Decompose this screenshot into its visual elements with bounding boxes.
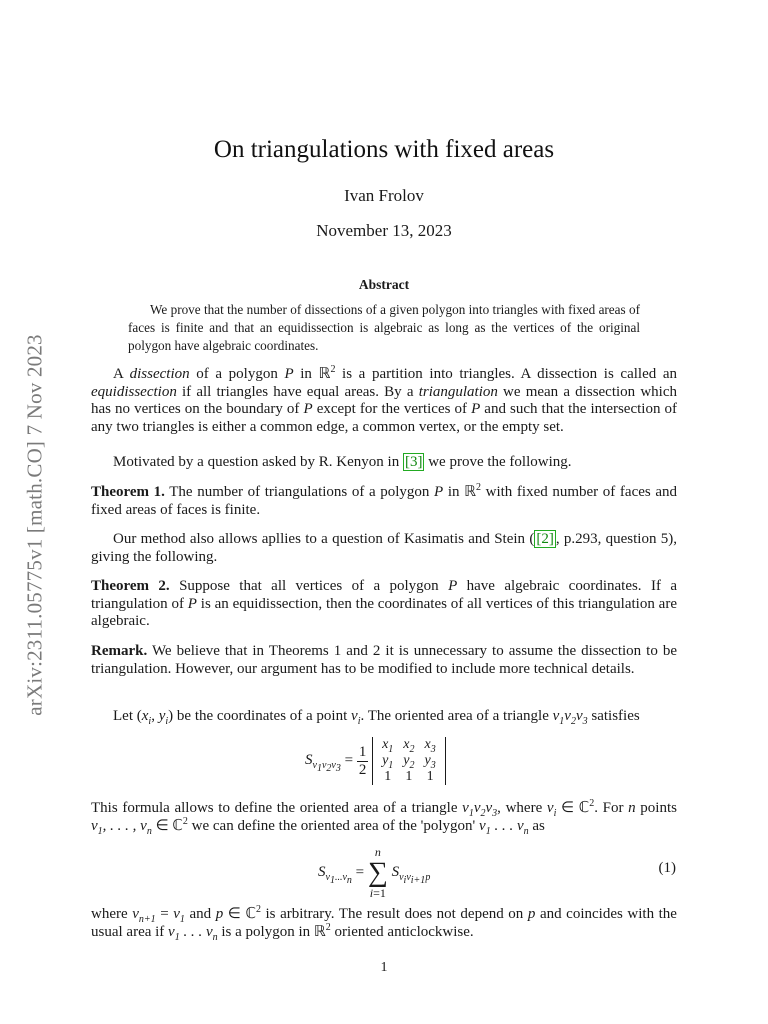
equation-number: (1)	[658, 860, 676, 876]
paragraph-polygon-area: This formula allows to define the oriented area of a triangle $v_1v_2v_3$, where $v_i$ ∈ ℂ$^2$. For n points $v_1$, . . . , $v_n$ ∈ ℂ$^2$ we can define the oriented area of the 'polygon' $v_1$ . . . $v_n$ as	[91, 798, 677, 837]
paragraph-remark-area: where $v_{n+1} = v_1$ and p ∈ ℂ$^2$ is arbitrary. The result does not depend on p and coincides with the usual area if $v_1$ . . . $v_n$ is a polygon in ℝ$^2$ oriented anticlockwise.	[91, 904, 677, 943]
theorem-1: Theorem 1. The number of triangulations of a polygon P in ℝ$^2$ with fixed number of faces and fixed areas of faces is finite.	[91, 482, 677, 518]
equation-determinant: $S_{v_1v_2v_3}$ = $\frac{1}{2}$ $x_1$ $x_2$ $x_3$ $y_1$ $y_2$ $y_3$ 1 1 1	[305, 737, 446, 785]
paragraph-method: Our method also allows apllies to a question of Kasimatis and Stein ( [2] , p.293, question 5), giving the following.	[91, 531, 678, 565]
paragraph-oriented-area: Let ($x_i$, $y_i$) be the coordinates of a point $v_i$. The oriented area of a triangle $v_1v_2v_3$ satisfies	[113, 708, 640, 727]
paragraph-definitions: A dissection of a polygon P in ℝ$^2$ is a partition into triangles. A dissection is called an equidissection if all triangles have equal areas. By a triangulation we mean a dissection which has no vertices on the boundary of P except for the vertices of P and such that the intersection of any two triangles is either a common edge, a common vertex, or the empty set.	[91, 364, 678, 435]
equation-sum: $S_{v_1...v_n} = n$ ∑ i=1 $S_{v_iv_{i+1}p}$	[318, 845, 431, 900]
theorem-2: Theorem 2. Suppose that all vertices of a polygon P have algebraic coordinates. If a triangulation of P is an equidissection, then the coordinates of all vertices of this triangulation are algebraic.	[91, 578, 677, 630]
paper-author: Ivan Frolov	[344, 186, 424, 205]
arxiv-identifier: arXiv:2311.05775v1 [math.CO] 7 Nov 2023	[22, 334, 47, 716]
arxiv-sidebar-stamp	[22, 300, 48, 750]
abstract-text: We prove that the number of dissections of a given polygon into triangles with fixed areas of faces is finite and that an equidissection is algebraic as long as the vertices of the original polygon have algebraic coordinates.	[128, 302, 640, 353]
paper-date: November 13, 2023	[316, 221, 452, 240]
paper-title: On triangulations with fixed areas	[213, 136, 555, 163]
paragraph-motivation: Motivated by a question asked by R. Kenyon in [3] we prove the following.	[113, 454, 572, 470]
page-number: 1	[380, 960, 388, 975]
citation-link[interactable]: [3]	[404, 454, 423, 470]
remark: Remark. We believe that in Theorems 1 and 2 it is unnecessary to assume the dissection to be triangulation. However, our argument has to be modified to include more technical details.	[91, 643, 677, 677]
citation-link[interactable]: [2]	[536, 531, 554, 547]
abstract-heading: Abstract	[358, 277, 410, 292]
